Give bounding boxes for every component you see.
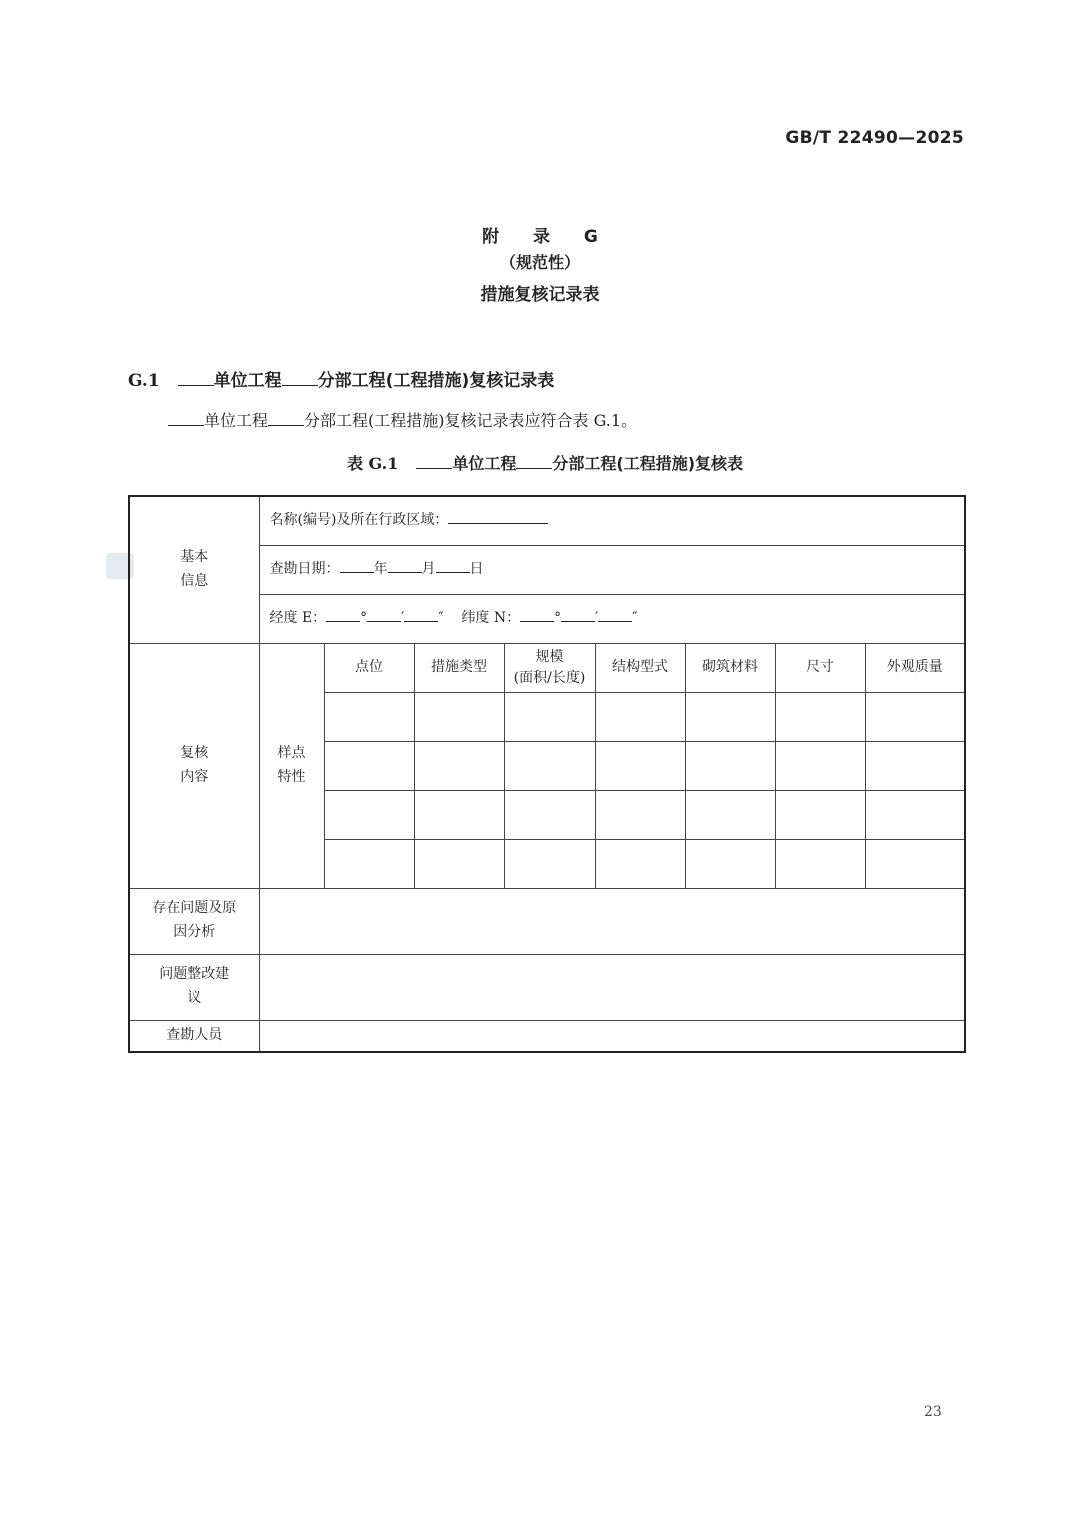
coordinates-field[interactable]: 经度 E： ° ′ ″ 纬度 N： ° ′ ″ (259, 594, 965, 643)
col-header-appearance: 外观质量 (865, 643, 965, 692)
body-part1: 单位工程 (204, 411, 269, 430)
survey-staff-label: 查勘人员 (129, 1020, 259, 1052)
problems-analysis-field[interactable] (259, 888, 965, 954)
sample-characteristics-label: 样点特性 (259, 643, 324, 888)
problems-analysis-label: 存在问题及原因分析 (129, 888, 259, 954)
table-cell[interactable] (865, 790, 965, 839)
table-cell[interactable] (414, 692, 504, 741)
rectification-suggestions-field[interactable] (259, 954, 965, 1020)
table-cell[interactable] (324, 790, 414, 839)
table-cell[interactable] (775, 839, 865, 888)
rectification-suggestions-label: 问题整改建议 (129, 954, 259, 1020)
blank-line (416, 454, 452, 469)
col-header-structure: 结构型式 (595, 643, 685, 692)
table-cell[interactable] (324, 839, 414, 888)
basic-info-label: 基本信息 (129, 496, 259, 643)
table-cell[interactable] (504, 790, 595, 839)
table-cell[interactable] (865, 839, 965, 888)
standard-number: GB/T 22490—2025 (785, 128, 964, 148)
col-header-material: 砌筑材料 (685, 643, 775, 692)
section-heading (128, 366, 554, 391)
section-heading-part2: 分部工程(工程措施)复核记录表 (317, 371, 555, 391)
blank-line (516, 454, 552, 469)
table-cell[interactable] (865, 741, 965, 790)
table-caption-number: 表 G.1 (346, 454, 399, 473)
table-cell[interactable] (775, 692, 865, 741)
appendix-title: 附 录 G (482, 227, 612, 247)
table-cell[interactable] (685, 790, 775, 839)
section-number: G.1 (128, 371, 160, 391)
review-record-table (128, 495, 966, 1053)
table-cell[interactable] (595, 839, 685, 888)
table-cell[interactable] (324, 692, 414, 741)
blank-line (168, 411, 204, 426)
survey-date-field[interactable]: 查勘日期： 年 月 日 (259, 545, 965, 594)
col-header-measure-type: 措施类型 (414, 643, 504, 692)
table-cell[interactable] (685, 839, 775, 888)
table-cell[interactable] (504, 692, 595, 741)
table-caption-part1: 单位工程 (452, 454, 517, 473)
table-cell[interactable] (595, 692, 685, 741)
section-body-text (168, 408, 637, 431)
name-region-field[interactable]: 名称(编号)及所在行政区域： (259, 496, 965, 545)
table-caption (0, 451, 1080, 474)
blank-line (282, 371, 318, 386)
table-cell[interactable] (865, 692, 965, 741)
table-cell[interactable] (324, 741, 414, 790)
table-cell[interactable] (414, 839, 504, 888)
table-cell[interactable] (595, 741, 685, 790)
review-content-label: 复核内容 (129, 643, 259, 888)
table-cell[interactable] (775, 790, 865, 839)
table-cell[interactable] (595, 790, 685, 839)
col-header-scale: 规模 (面积/长度) (504, 643, 595, 692)
table-cell[interactable] (504, 839, 595, 888)
col-header-size: 尺寸 (775, 643, 865, 692)
col-header-point: 点位 (324, 643, 414, 692)
blank-line (268, 411, 304, 426)
table-cell[interactable] (414, 741, 504, 790)
section-heading-part1: 单位工程 (213, 371, 282, 391)
survey-staff-field[interactable] (259, 1020, 965, 1052)
page-number: 23 (924, 1404, 942, 1420)
blank-line (178, 371, 214, 386)
body-part2: 分部工程(工程措施)复核记录表应符合表 G.1。 (304, 411, 638, 430)
table-cell[interactable] (685, 741, 775, 790)
appendix-type: （规范性） (499, 253, 580, 272)
table-cell[interactable] (504, 741, 595, 790)
table-cell[interactable] (685, 692, 775, 741)
table-cell[interactable] (414, 790, 504, 839)
table-cell[interactable] (775, 741, 865, 790)
table-caption-part2: 分部工程(工程措施)复核表 (552, 454, 744, 473)
appendix-name: 措施复核记录表 (480, 285, 600, 305)
